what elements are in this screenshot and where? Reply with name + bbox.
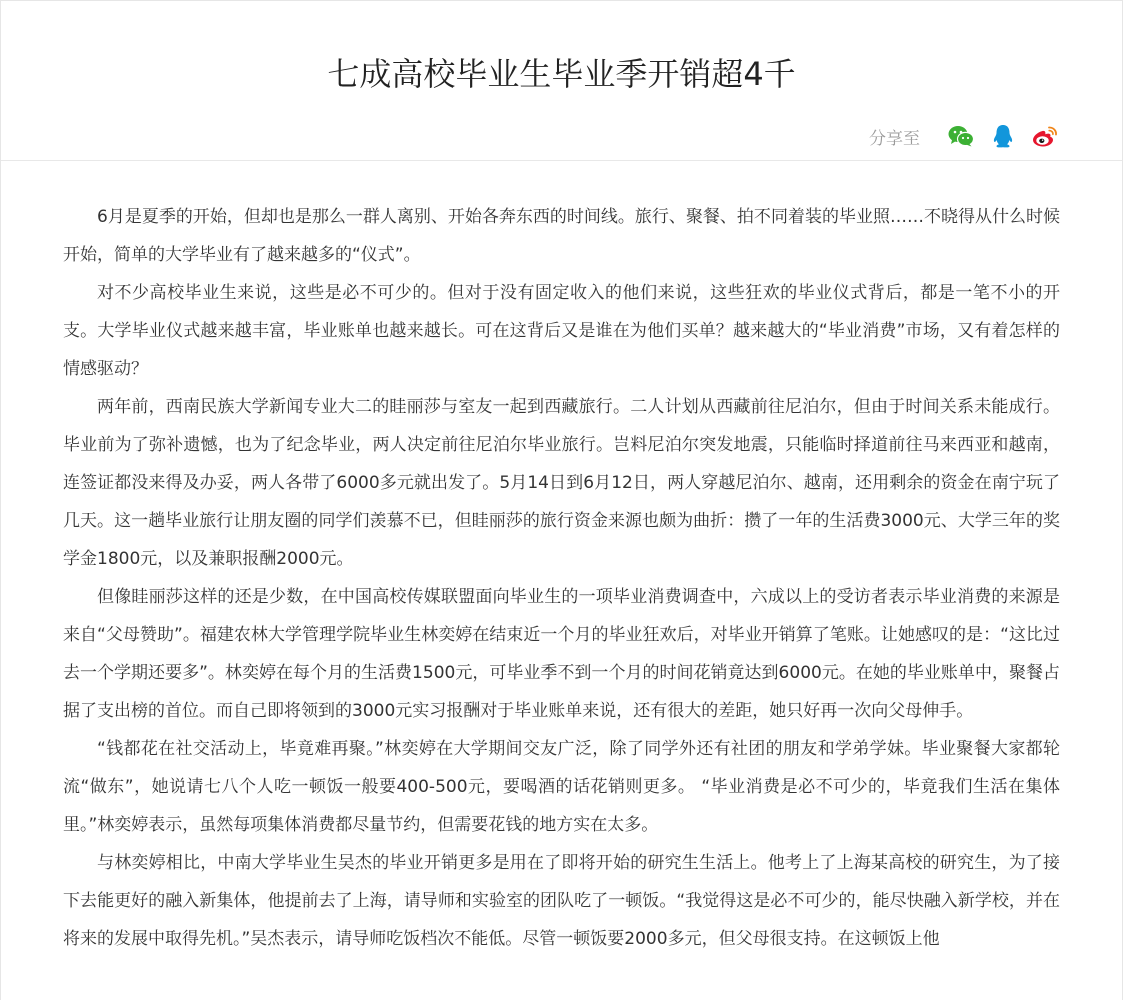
- article-body: [63, 198, 1060, 958]
- wechat-icon[interactable]: [946, 121, 976, 151]
- paragraph: 与林奕婷相比，中南大学毕业生吴杰的毕业开销更多是用在了即将开始的研究生生活上。他考上了上海某高校的研究生，为了接下去能更好的融入新集体，他提前去了上海，请导师和实验室的团队吃了一顿饭。“我觉得这是必不可少的，能尽快融入新学校，并在将来的发展中取得先机。”吴杰表示，请导师吃饭档次不能低。尽管一顿饭要2000多元，但父母很支持。在这顿饭上他: [63, 853, 1060, 949]
- paragraph: 6月是夏季的开始，但却也是那么一群人离别、开始各奔东西的时间线。旅行、聚餐、拍不同着装的毕业照……不晓得从什么时候开始，简单的大学毕业有了越来越多的“仪式”。: [63, 207, 1060, 265]
- paragraph: 两年前，西南民族大学新闻专业大二的眭丽莎与室友一起到西藏旅行。二人计划从西藏前往尼泊尔，但由于时间关系未能成行。毕业前为了弥补遗憾，也为了纪念毕业，两人决定前往尼泊尔毕业旅行。岂料尼泊尔突发地震，只能临时择道前往马来西亚和越南，连签证都没来得及办妥，两人各带了6000多元就出发了。5月14日到6月12日，两人穿越尼泊尔、越南，还用剩余的资金在南宁玩了几天。这一趟毕业旅行让朋友圈的同学们羡慕不已，但眭丽莎的旅行资金来源也颇为曲折：攒了一年的生活费3000元、大学三年的奖学金1800元，以及兼职报酬2000元。: [63, 397, 1060, 569]
- weibo-icon[interactable]: [1030, 121, 1060, 151]
- qq-icon[interactable]: [988, 121, 1018, 151]
- article-title: 七成高校毕业生毕业季开销超4千: [327, 55, 796, 93]
- paragraph: 但像眭丽莎这样的还是少数，在中国高校传媒联盟面向毕业生的一项毕业消费调查中，六成以上的受访者表示毕业消费的来源是来自“父母赞助”。福建农林大学管理学院毕业生林奕婷在结束近一个月的毕业狂欢后，对毕业开销算了笔账。让她感叹的是：“这比过去一个学期还要多”。林奕婷在每个月的生活费1500元，可毕业季不到一个月的时间花销竟达到6000元。在她的毕业账单中，聚餐占据了支出榜的首位。而自己即将领到的3000元实习报酬对于毕业账单来说，还有很大的差距，她只好再一次向父母伸手。: [63, 587, 1060, 721]
- share-bar: [869, 119, 1060, 153]
- share-label: 分享至: [869, 128, 920, 149]
- article-header: [1, 1, 1122, 161]
- paragraph: 对不少高校毕业生来说，这些是必不可少的。但对于没有固定收入的他们来说，这些狂欢的毕业仪式背后，都是一笔不小的开支。大学毕业仪式越来越丰富，毕业账单也越来越长。可在这背后又是谁在为他们买单？越来越大的“毕业消费”市场，又有着怎样的情感驱动？: [63, 283, 1060, 379]
- paragraph: “钱都花在社交活动上，毕竟难再聚。”林奕婷在大学期间交友广泛，除了同学外还有社团的朋友和学弟学妹。毕业聚餐大家都轮流“做东”，她说请七八个人吃一顿饭一般要400-500元，要喝酒的话花销则更多。 “毕业消费是必不可少的，毕竟我们生活在集体里。”林奕婷表示，虽然每项集体消费都尽量节约，但需要花钱的地方实在太多。: [63, 739, 1060, 835]
